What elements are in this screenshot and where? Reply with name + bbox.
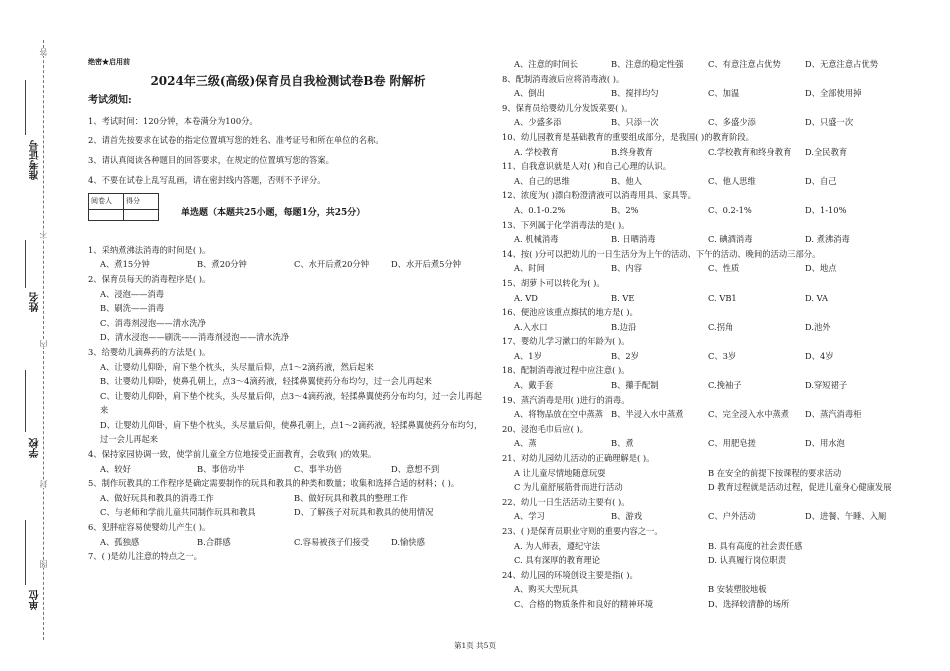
option-row	[502, 436, 902, 451]
unit-label: 单位	[30, 590, 41, 610]
answer-option[interactable]: A、时间	[514, 263, 545, 274]
option-row	[502, 203, 902, 218]
question-stem: 17、婴幼儿学习漱口的年龄为( )。	[502, 336, 630, 347]
option-row	[502, 232, 902, 247]
answer-option[interactable]: D、选择较清静的场所	[708, 598, 790, 609]
option-row	[502, 57, 902, 72]
answer-option[interactable]: C、有意注意占优势	[708, 59, 781, 69]
question-stem: 8、配制消毒液后应将消毒液( )。	[502, 73, 625, 84]
name-label: 姓名	[30, 292, 41, 312]
answer-option[interactable]: B、2%	[611, 204, 639, 215]
answer-option[interactable]: D、地点	[805, 263, 837, 274]
score-table	[88, 193, 159, 221]
notice-rule: 3、请认真阅读各种题目的回答要求，在规定的位置填写您的答案。	[88, 154, 334, 165]
score-label: 得分	[124, 194, 159, 210]
question	[88, 345, 488, 447]
question	[502, 101, 902, 130]
exam-title: 2024年三级(高级)保育员自我检测试卷B卷 附解析	[150, 73, 426, 88]
right-question-list	[502, 57, 902, 612]
answer-option[interactable]: B、做好玩具和教具的整理工作	[294, 492, 408, 503]
question-stem: 12、浓度为( )漂白粉澄清液可以消毒用具、家具等。	[502, 190, 696, 201]
grader-cell[interactable]	[89, 209, 124, 220]
answer-option[interactable]: D、蒸汽消毒柜	[805, 409, 862, 420]
answer-option[interactable]: A、将物品放在空中蒸蒸	[514, 409, 603, 420]
question	[88, 272, 488, 345]
answer-option[interactable]: B、攥手配制	[611, 380, 659, 391]
question-stem: 3、给婴幼儿滴鼻药的方法是( )。	[88, 346, 211, 357]
name-line	[25, 240, 26, 288]
option-row	[502, 378, 902, 393]
option-row	[502, 174, 902, 189]
answer-option[interactable]: B.终身教育	[611, 146, 653, 157]
answer-option[interactable]: B、事倍功半	[197, 463, 245, 474]
right-column	[502, 57, 902, 612]
question-stem: 14、按( )分可以把幼儿的一日生活分为上午的活动、下午的活动、晚间的活动三部分。	[502, 248, 821, 259]
answer-option[interactable]: A、孤独感	[100, 536, 140, 547]
answer-option[interactable]: C、事半功倍	[294, 463, 342, 474]
answer-option[interactable]: B、2岁	[611, 350, 639, 361]
question	[502, 451, 902, 495]
answer-option[interactable]: C、户外活动	[708, 511, 756, 522]
option-row	[88, 505, 488, 520]
answer-option[interactable]: D、了解孩子对玩具和教具的使用情况	[294, 507, 434, 518]
answer-option[interactable]: B、煮	[611, 438, 634, 449]
answer-option[interactable]: A、戴手套	[514, 380, 554, 391]
answer-option[interactable]: A 让儿童尽情地随意玩耍	[514, 467, 606, 478]
exam-number-line	[25, 80, 26, 135]
answer-option[interactable]: C、用肥皂搓	[708, 438, 756, 449]
answer-option[interactable]: C、他人思维	[708, 175, 756, 186]
answer-option[interactable]: D、全部使用掉	[805, 88, 862, 99]
question	[502, 422, 902, 451]
answer-option[interactable]: A、倒出	[514, 88, 545, 99]
question-stem: 23、( )是保育员职业守则的重要内容之一。	[502, 526, 663, 536]
question-stem: 22、幼儿一日生活活动主要有( )。	[502, 496, 630, 507]
answer-option[interactable]: D、进餐、午睡、入厕	[805, 511, 887, 522]
answer-option[interactable]: D. VA	[805, 292, 829, 303]
answer-option[interactable]: D、只盛一次	[805, 117, 854, 128]
answer-option[interactable]: D.穿短裙子	[805, 380, 848, 391]
answer-option[interactable]: D、4岁	[805, 350, 834, 361]
answer-option[interactable]: A、学习	[514, 511, 545, 522]
exam-number-label: 准考证号	[30, 140, 41, 180]
answer-option[interactable]: B、他人	[611, 175, 642, 186]
answer-option[interactable]: C、与老师和学前儿童共同制作玩具和教具	[100, 507, 256, 518]
answer-option[interactable]: B、注意的稳定性强	[611, 59, 684, 69]
option-row	[502, 582, 902, 597]
question-stem: 9、保育员给婴幼儿分发饭菜要( )。	[502, 102, 633, 113]
answer-option[interactable]: B、半浸入水中蒸煮	[611, 409, 684, 420]
question	[502, 130, 902, 159]
question-stem: 21、对幼儿园幼儿活动的正确理解是( )。	[502, 453, 655, 464]
answer-option[interactable]: A. 机械消毒	[514, 234, 559, 245]
answer-option[interactable]: A、注意的时间长	[514, 59, 579, 69]
question	[502, 72, 902, 101]
option-row	[502, 145, 902, 160]
question	[88, 549, 488, 564]
option-row	[502, 349, 902, 364]
answer-option[interactable]: A.入水口	[514, 321, 548, 332]
answer-option[interactable]: D、无意注意占优势	[805, 59, 879, 69]
question	[502, 247, 902, 276]
answer-option[interactable]: A、做好玩具和教具的消毒工作	[100, 492, 214, 503]
answer-option[interactable]: A、蒸	[514, 438, 537, 449]
answer-option[interactable]: A、购买大型玩具	[514, 584, 579, 595]
answer-option[interactable]: D 教育过程就是活动过程，促进儿童身心健康发展	[708, 482, 892, 493]
option-row	[88, 491, 488, 506]
answer-option[interactable]: D、自己	[805, 175, 837, 186]
question	[502, 363, 902, 392]
question-stem: 6、犯胖症容易使婴幼儿产生( )。	[88, 522, 211, 533]
answer-option[interactable]: A、自己的思维	[514, 175, 570, 186]
question-stem: 1、采纳煮沸法消毒的时间是( )。	[88, 244, 211, 255]
answer-option[interactable]: B、只添一次	[611, 117, 659, 128]
answer-option[interactable]: D. 认真履行岗位职责	[708, 555, 787, 566]
answer-option[interactable]: A. 为人师表，遵纪守法	[514, 540, 600, 551]
answer-option[interactable]: A、较好	[100, 463, 131, 474]
option-row	[502, 320, 902, 335]
option-row	[502, 261, 902, 276]
answer-option[interactable]: D、清水浸泡——刷洗——消毒剂浸泡——清水洗净	[100, 332, 290, 343]
question	[502, 305, 902, 334]
option-row	[502, 597, 902, 612]
answer-option[interactable]: C. 具有深厚的教育理论	[514, 555, 600, 566]
answer-option[interactable]: D.全民教育	[805, 146, 848, 157]
notice-heading: 考试须知:	[88, 95, 132, 107]
left-column	[88, 55, 488, 564]
question-stem: 24、幼儿园的环境创设主要是指( )。	[502, 569, 638, 580]
option-row	[502, 407, 902, 422]
answer-option[interactable]: C、消毒剂浸泡——清水洗净	[100, 317, 206, 328]
question	[502, 159, 902, 188]
question	[502, 393, 902, 422]
answer-option[interactable]: C 为儿童舒展筋骨而进行活动	[514, 482, 623, 493]
answer-option[interactable]: C、合格的物质条件和良好的精神环境	[514, 598, 654, 609]
binding-margin	[0, 40, 70, 640]
answer-option[interactable]: B、煮20分钟	[197, 259, 247, 270]
question	[502, 57, 902, 72]
seal-text-5: 图	[39, 560, 48, 568]
option-row	[502, 291, 902, 306]
answer-option[interactable]: A、让婴幼儿仰卧，肩下垫个枕头，头尽量后仰，点1～2滴药液，然后起来	[100, 361, 374, 372]
answer-option[interactable]: C、让婴幼儿仰卧，肩下垫个枕头，头尽量后仰，点3～4滴药液，轻揉鼻翼使药分布均匀，过一会儿再起来	[100, 390, 482, 416]
answer-option[interactable]: D、用水泡	[805, 438, 845, 449]
question-stem: 13、下列属于化学消毒法的是( )。	[502, 219, 630, 230]
school-line	[25, 370, 26, 432]
answer-option[interactable]: B 安装塑胶地板	[708, 584, 767, 595]
answer-option[interactable]: C、完全浸入水中蒸煮	[708, 409, 790, 420]
question-stem: 2、保育员每天的消毒程序是( )。	[88, 273, 211, 284]
answer-option[interactable]: C. VB1	[708, 292, 737, 303]
answer-option[interactable]: A. VD	[514, 292, 538, 303]
option-row	[502, 466, 902, 481]
option-row	[502, 509, 902, 524]
answer-option[interactable]: B 在安全的前提下按课程的要求活动	[708, 467, 842, 478]
question-stem: 11、自我意识就是人对( )和自己心理的认识。	[502, 161, 672, 172]
question	[502, 218, 902, 247]
option-row	[88, 535, 488, 550]
answer-option[interactable]: D. 煮沸消毒	[805, 234, 850, 245]
answer-option[interactable]: B. 日晒消毒	[611, 234, 656, 245]
question-stem: 7、( )是幼儿注意的特点之一。	[88, 551, 202, 562]
page-footer: 第1页 共5页	[454, 641, 496, 650]
option-row	[502, 553, 902, 568]
question	[502, 334, 902, 363]
question-stem: 10、幼儿园教育是基础教育的重要组成部分，是我国( )的教育阶段。	[502, 131, 754, 142]
answer-option[interactable]: C、3岁	[708, 350, 737, 361]
option-row	[88, 257, 488, 272]
answer-option[interactable]: D、1-10%	[805, 204, 847, 215]
unit-line	[25, 520, 26, 585]
answer-option[interactable]: C、水开后煮20分钟	[294, 259, 369, 270]
answer-option[interactable]: B. 具有高度的社会责任感	[708, 540, 803, 551]
answer-option[interactable]: C.挽袖子	[708, 380, 742, 391]
answer-option[interactable]: C、加温	[708, 88, 740, 99]
answer-option[interactable]: A、煮15分钟	[100, 259, 150, 270]
score-area	[88, 193, 488, 221]
question	[88, 243, 488, 272]
answer-option[interactable]: C、0.2-1%	[708, 204, 752, 215]
question-stem: 18、配制消毒液过程中应注意( )。	[502, 365, 630, 376]
answer-option[interactable]: B、搅拌均匀	[611, 88, 659, 99]
answer-option[interactable]: C.学校教育和终身教育	[708, 146, 792, 157]
question	[502, 568, 902, 612]
answer-option[interactable]: B、游戏	[611, 511, 642, 522]
answer-option[interactable]: A、0.1-0.2%	[514, 204, 566, 215]
answer-option[interactable]: C、多盛少添	[708, 117, 756, 128]
section-heading: 单选题（本题共25小题，每题1分，共25分）	[181, 207, 366, 218]
answer-option[interactable]: C. 碘酒消毒	[708, 234, 753, 245]
option-row	[502, 480, 902, 495]
answer-option[interactable]: C.拐角	[708, 321, 734, 332]
question	[502, 276, 902, 305]
question	[88, 520, 488, 549]
question-stem: 20、浸泡毛巾后应( )。	[502, 423, 589, 434]
answer-option[interactable]: D.愉快感	[391, 536, 425, 547]
answer-option[interactable]: B. VE	[611, 292, 635, 303]
question	[88, 476, 488, 520]
seal-text-4: 封	[39, 480, 48, 488]
left-question-list	[88, 243, 488, 564]
answer-option[interactable]: B.边沿	[611, 321, 637, 332]
answer-option[interactable]: C.容易被孩子们接受	[294, 536, 370, 547]
seal-text-1: 答	[39, 48, 48, 56]
school-label: 学校	[30, 438, 41, 458]
answer-option[interactable]: A、浸泡——消毒	[100, 288, 165, 299]
answer-option[interactable]: D.池外	[805, 321, 831, 332]
option-row	[502, 539, 902, 554]
question-stem: 15、胡萝卜可以转化为( )。	[502, 277, 605, 288]
option-row	[88, 462, 488, 477]
question	[502, 188, 902, 217]
answer-option[interactable]: A. 学校教育	[514, 146, 559, 157]
secret-mark: 绝密★启用前	[88, 57, 130, 66]
score-cell[interactable]	[124, 209, 159, 220]
notice-rule: 4、不要在试卷上乱写乱画，请在密封线内答题，否则不予评分。	[88, 174, 326, 185]
question	[502, 495, 902, 524]
answer-option[interactable]: D、意想不到	[391, 463, 440, 474]
answer-option[interactable]: B、让婴幼儿仰卧，使鼻孔朝上，点3～4滴药液，轻揉鼻翼使药分布均匀，过一会儿再起来	[100, 376, 432, 387]
option-row	[502, 115, 902, 130]
question	[88, 447, 488, 476]
seal-text-2: 不	[39, 230, 48, 238]
notice-rule: 2、请首先按要求在试卷的指定位置填写您的姓名、准考证号和所在单位的名称。	[88, 135, 384, 146]
answer-option[interactable]: B、内容	[611, 263, 642, 274]
question-stem: 4、保持家园协调一致，使学前儿童全方位地接受正面教育，会收到( )的效果。	[88, 449, 377, 460]
question-stem: 16、便池应该重点擦拭的地方是( )。	[502, 307, 638, 318]
answer-option[interactable]: C、性质	[708, 263, 740, 274]
answer-option[interactable]: A、少盛多添	[514, 117, 562, 128]
answer-option[interactable]: B.合群感	[197, 536, 231, 547]
answer-option[interactable]: D、让婴幼儿仰卧，肩下垫个枕头，头尽量后仰，使鼻孔朝上，点1～2滴药液，轻揉鼻翼使药分布均匀，过一会儿再起来	[100, 419, 483, 445]
question-stem: 5、制作玩教具的工作程序是确定需要制作的玩具和教具的种类和数量；收集和选择合适的材料；( )。	[88, 478, 460, 489]
answer-option[interactable]: A、1岁	[514, 350, 542, 361]
seal-text-3: 内	[39, 340, 48, 348]
question	[502, 524, 902, 568]
notice-rule: 1、考试时间：120分钟，本卷满分为100分。	[88, 115, 258, 126]
answer-option[interactable]: D、水开后煮5分钟	[391, 259, 462, 270]
question-stem: 19、蒸汽消毒是用( )进行的消毒。	[502, 394, 630, 405]
option-row	[502, 86, 902, 101]
answer-option[interactable]: B、刷洗——消毒	[100, 303, 165, 314]
grader-label: 阅卷人	[89, 194, 124, 210]
